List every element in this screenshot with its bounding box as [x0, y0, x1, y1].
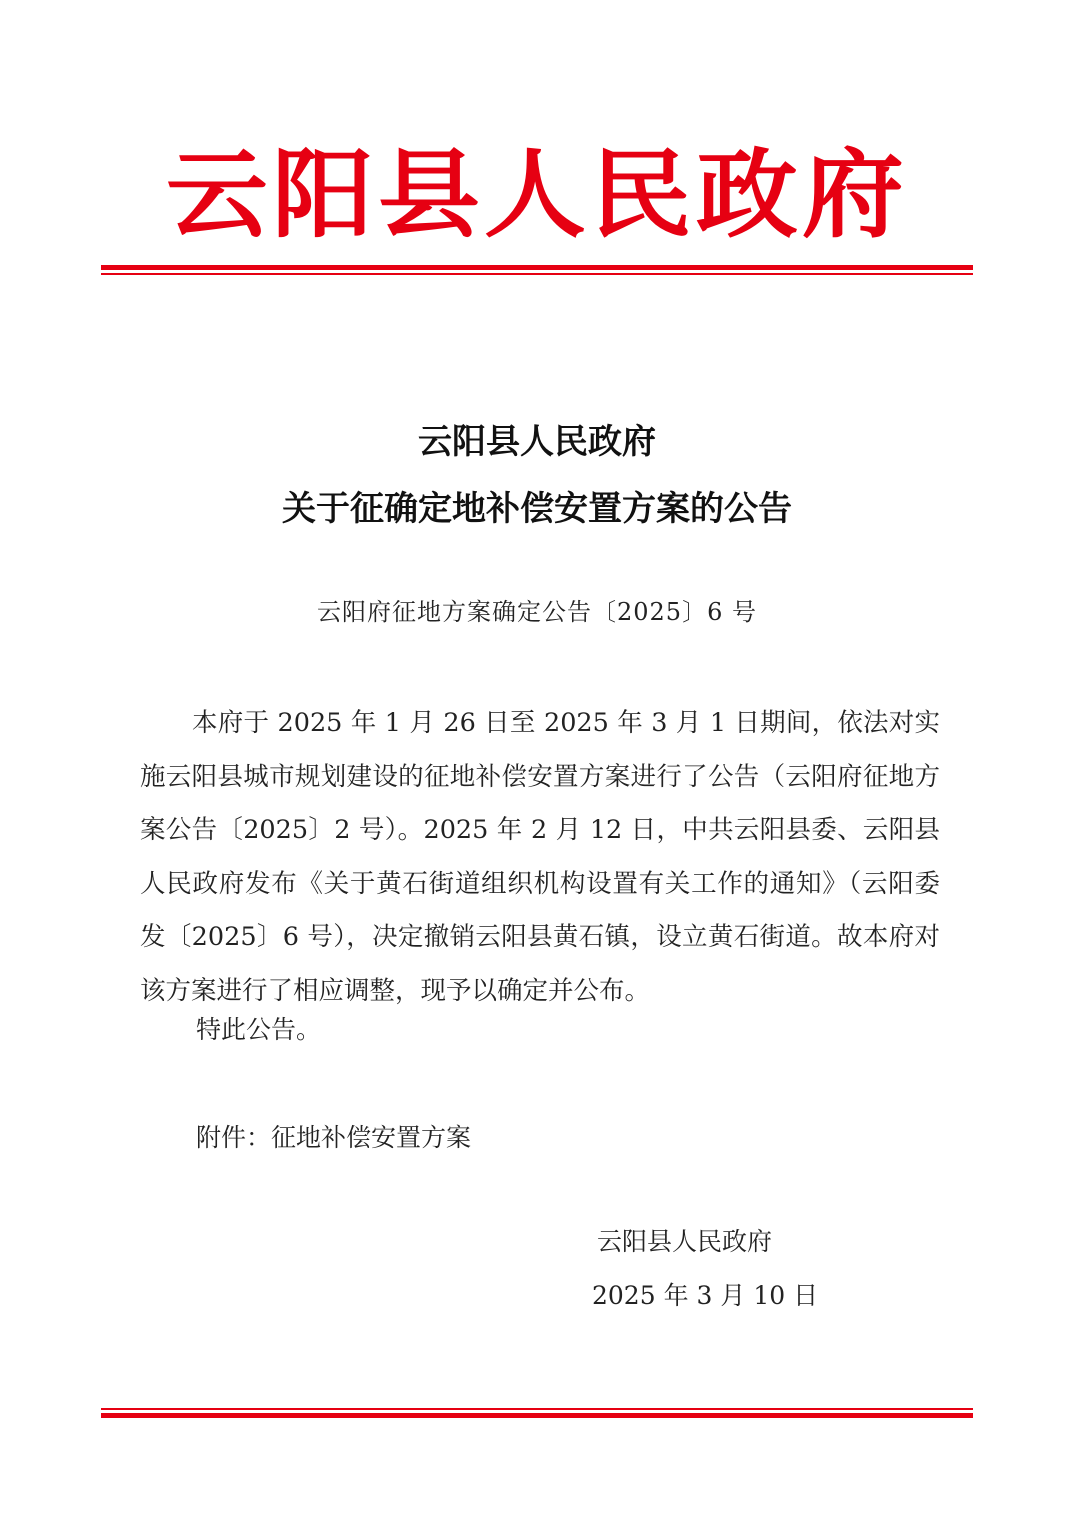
- notice-body: 本府于 2025 年 1 月 26 日至 2025 年 3 月 1 日期间，依法对实施云阳县城市规划建设的征地补偿安置方案进行了公告（云阳府征地方案公告〔2025〕2 号）。2025 年 2 月 12 日，中共云阳县委、云阳县人民政府发布《关于黄石街道组织机构设置有关工作的通知》（云阳委发〔2025〕6 号），决定撤销云阳县黄石镇，设立黄石街道。故本府对该方案进行了相应调整，现予以确定并公布。: [140, 708, 940, 1006]
- signature-date: 2025 年 3 月 10 日: [592, 1281, 819, 1310]
- closing-line: 特此公告。: [196, 1015, 322, 1044]
- document-number: 云阳府征地方案确定公告〔2025〕6 号: [317, 598, 757, 626]
- masthead-title: 云阳县人民政府: [166, 139, 909, 251]
- footer-rule-thin: [101, 1408, 973, 1410]
- footer-rule-thick: [101, 1413, 973, 1418]
- notice-title-line2: 关于征确定地补偿安置方案的公告: [282, 489, 792, 529]
- attachment-line: 附件：征地补偿安置方案: [196, 1123, 472, 1152]
- masthead-rule-thick: [101, 265, 973, 270]
- signature-org: 云阳县人民政府: [597, 1227, 773, 1256]
- masthead-rule-thin: [101, 273, 973, 275]
- notice-title-line1: 云阳县人民政府: [418, 422, 656, 462]
